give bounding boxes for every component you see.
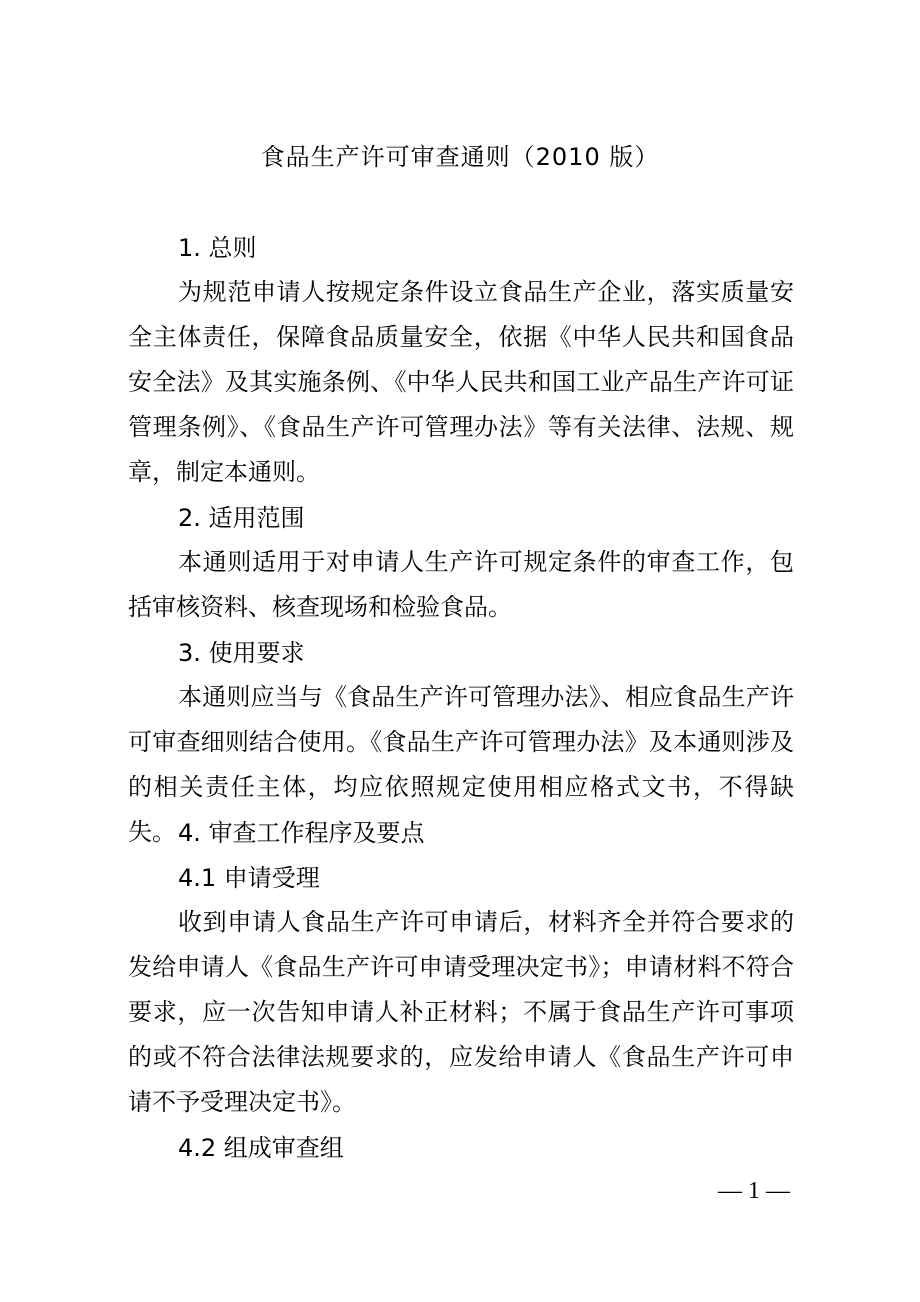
section-heading-usage: 3. 使用要求	[178, 639, 305, 667]
section-heading-application: 4.1 申请受理	[178, 864, 320, 892]
section-heading-procedure: 4. 审查工作程序及要点	[178, 819, 425, 847]
section-paragraph-usage: 本通则应当与《食品生产许可管理办法》、相应食品生产许可审查细则结合使用。《食品生产许可管理办法》及本通则涉及的相关责任主体，均应依照规定使用相应格式文书，不得缺失。	[128, 683, 794, 846]
section-heading-review-team: 4.2 组成审查组	[178, 1134, 344, 1162]
section-heading-scope: 2. 适用范围	[178, 504, 305, 532]
section-heading-general: 1. 总则	[178, 234, 257, 262]
section-paragraph-general: 为规范申请人按规定条件设立食品生产企业，落实质量安全主体责任，保障食品质量安全，依据《中华人民共和国食品安全法》及其实施条例、《中华人民共和国工业产品生产许可证管理条例》、《食品生产许可管理办法》等有关法律、法规、规章，制定本通则。	[128, 278, 794, 486]
section-paragraph-scope: 本通则适用于对申请人生产许可规定条件的审查工作，包括审核资料、核查现场和检验食品。	[128, 548, 794, 621]
document-title: 食品生产许可审查通则（2010 版）	[260, 143, 660, 171]
section-paragraph-application: 收到申请人食品生产许可申请后，材料齐全并符合要求的发给申请人《食品生产许可申请受理决定书》；申请材料不符合要求，应一次告知申请人补正材料；不属于食品生产许可事项的或不符合法律法规要求的，应发给申请人《食品生产许可申请不予受理决定书》。	[128, 908, 794, 1116]
page-number: — 1 —	[718, 1178, 790, 1204]
